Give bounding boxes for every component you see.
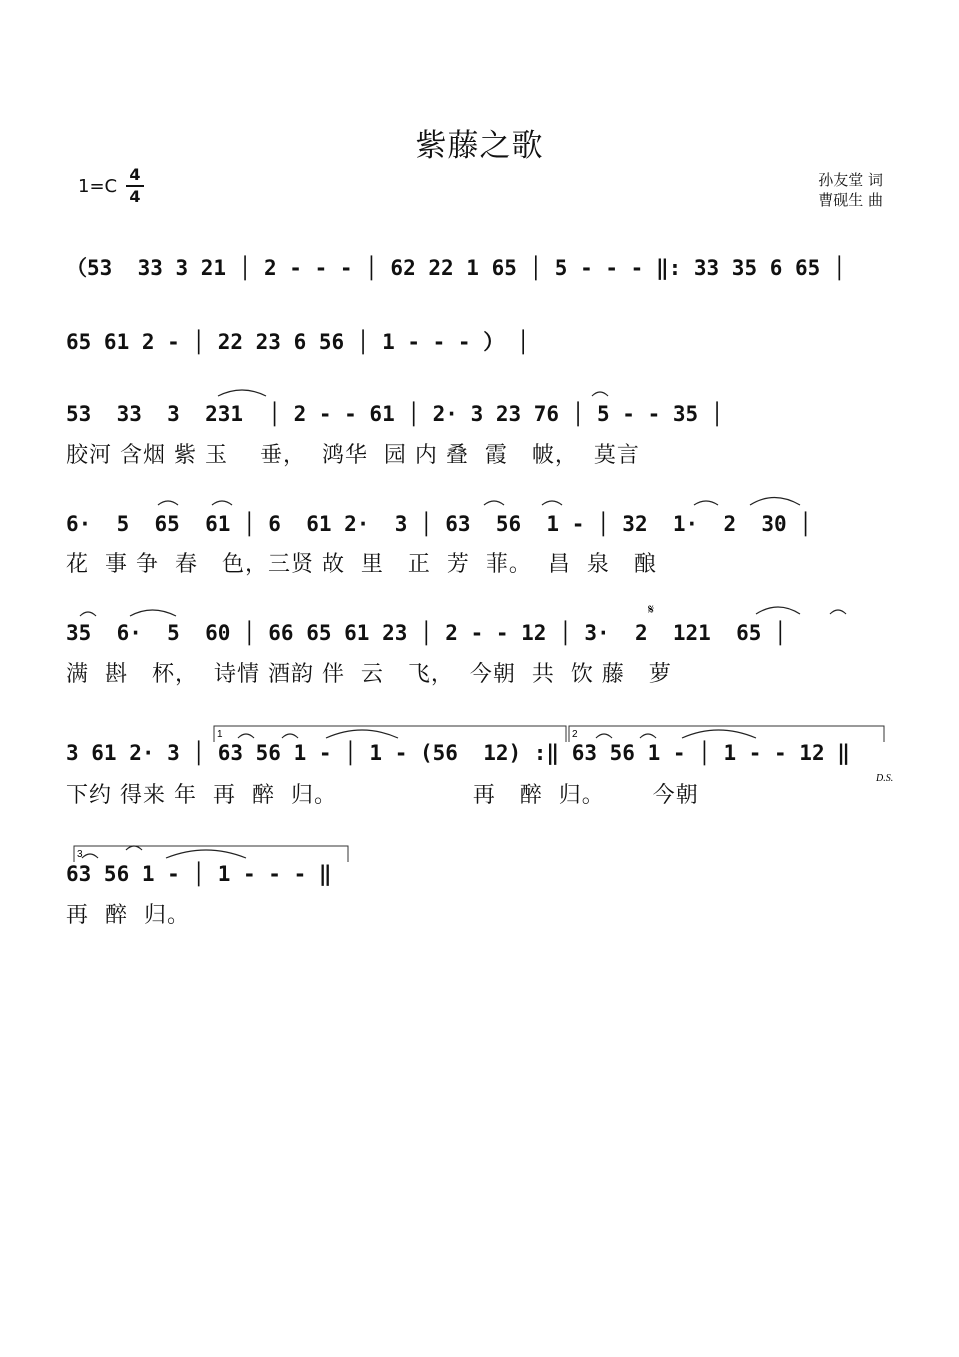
volta-bracket-2 xyxy=(569,726,884,742)
slur xyxy=(484,501,504,505)
notation-line-3: 53 33 3 231 │ 2 - - 61 │ 2· 3 23 76 │ 5 - - 35 │ xyxy=(66,402,724,426)
slur xyxy=(694,501,718,505)
volta-label-2: 2 xyxy=(572,729,578,740)
volta-bracket-3 xyxy=(74,846,348,862)
slur xyxy=(238,734,254,738)
slur xyxy=(756,607,800,614)
time-signature-top: 4 xyxy=(129,165,141,184)
slurs xyxy=(80,390,846,858)
notation-line-2: 65 61 2 - │ 22 23 6 56 │ 1 - - - ） │ xyxy=(66,330,530,354)
slur xyxy=(640,734,656,738)
slur xyxy=(130,610,176,616)
slur xyxy=(596,734,612,738)
notation-line-4: 6· 5 65 61 │ 6 61 2· 3 │ 63 56 1 - │ 32 1· 2 30 │ xyxy=(66,512,812,536)
slur xyxy=(682,730,756,738)
volta-label-3: 3 xyxy=(77,849,83,860)
lyricist-credit: 孙友堂 词 xyxy=(818,171,883,189)
segno-sign: 𝄋 xyxy=(648,602,655,618)
key-signature: 1=C xyxy=(78,176,118,197)
slur xyxy=(82,854,98,858)
slur xyxy=(166,850,246,858)
slur xyxy=(80,612,96,616)
slur xyxy=(212,501,232,505)
slur xyxy=(218,390,266,396)
volta-bracket-1 xyxy=(214,726,566,742)
lyrics-line-3: 胶河 含烟 紫 玉 垂， 鸿华 园 内 叠 霞 帔， 莫言 xyxy=(66,443,640,468)
slur xyxy=(126,846,142,850)
notation-line-6: 3 61 2· 3 │ 63 56 1 - │ 1 - (56 12) :‖ 63 56 1 - │ 1 - - 12 ‖ xyxy=(66,741,850,765)
slur xyxy=(592,392,608,396)
ds-mark: D.S. xyxy=(876,773,894,784)
lyrics-line-4: 花 事 争 春 色，三贤 故 里 正 芳 菲。 昌 泉 酿 xyxy=(66,552,657,577)
slur xyxy=(282,734,298,738)
lyrics-line-7: 再 醉 归。 xyxy=(66,903,190,928)
lyrics-line-5: 满 斟 杯， 诗情 酒韵 伴 云 飞， 今朝 共 饮 藤 萝 xyxy=(66,662,672,687)
song-title: 紫藤之歌 xyxy=(415,128,544,164)
slur xyxy=(830,610,846,614)
time-signature-bottom: 4 xyxy=(129,187,141,206)
volta-label-1: 1 xyxy=(217,729,223,740)
slur xyxy=(326,730,398,738)
notation-line-7: 63 56 1 - │ 1 - - - ‖ xyxy=(66,862,332,886)
slur xyxy=(158,501,178,505)
notation-line-1: （53 33 3 21 │ 2 - - - │ 62 22 1 65 │ 5 - - - ‖: 33 35 6 65 │ xyxy=(66,256,846,280)
slur xyxy=(542,501,562,505)
notation-line-5: 35 6· 5 60 │ 66 65 61 23 │ 2 - - 12 │ 3· 2 121 65 │ xyxy=(66,621,787,645)
slur xyxy=(750,498,800,506)
lyrics-line-6: 下约 得来 年 再 醉 归。 再 醉 归。 今朝 xyxy=(66,783,699,808)
composer-credit: 曹砚生 曲 xyxy=(818,191,883,209)
